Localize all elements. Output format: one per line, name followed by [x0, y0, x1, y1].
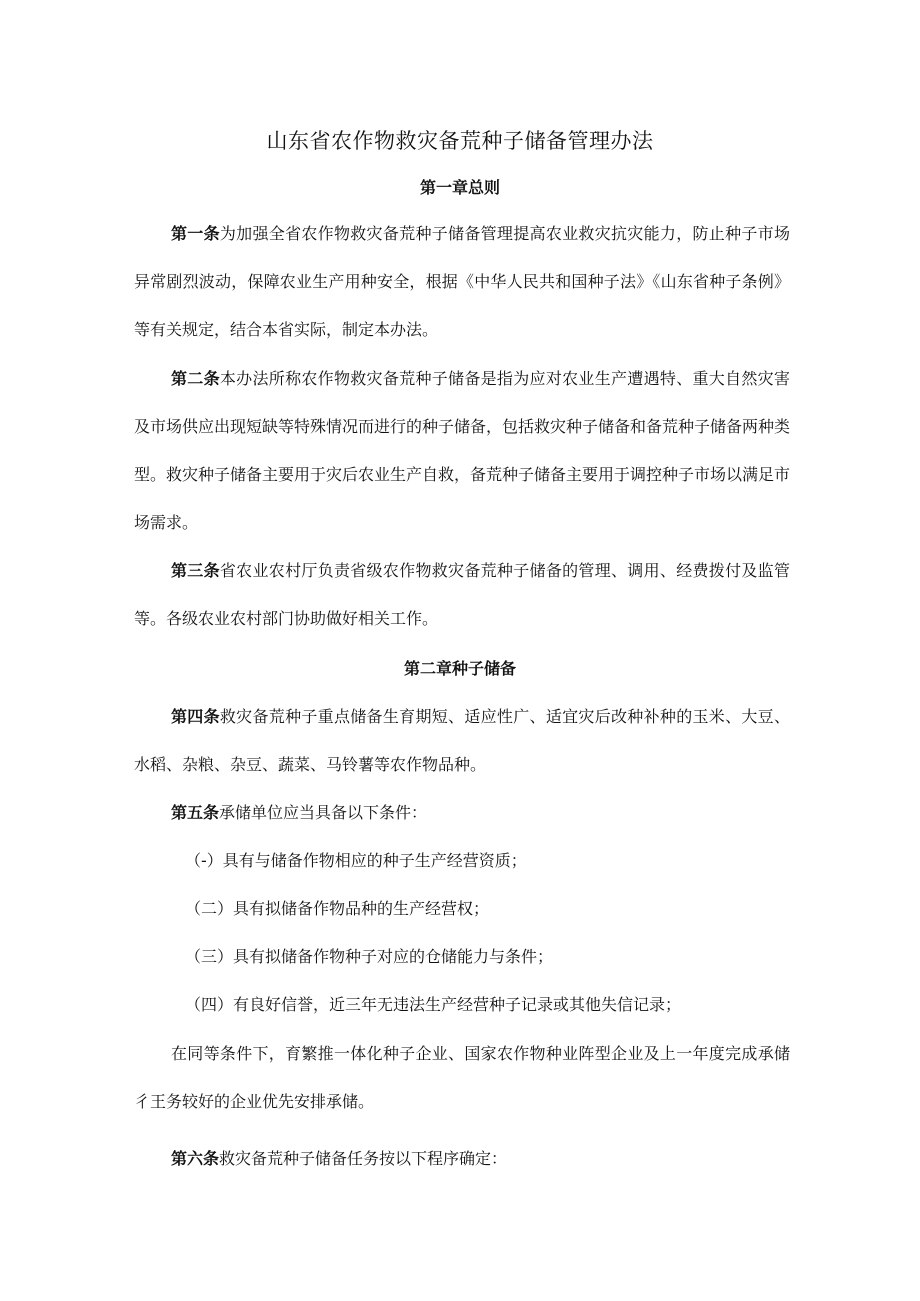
article-2 — [134, 355, 790, 547]
article-5-item-3: （三）具有拟储备作物种子对应的仓储能力与条件； — [185, 947, 554, 966]
document-title: 山东省农作物救灾备荒种子储备管理办法 — [266, 129, 654, 153]
article-5-item-4: （四）有良好信誉，近三年无违法生产经营种子记录或其他失信记录； — [185, 995, 682, 1014]
article-6-label: 第六条 — [171, 1149, 220, 1168]
article-5-item-1: （-）具有与储备作物相应的种子生产经营资质； — [185, 851, 527, 870]
article-2-text: 本办法所称农作物救灾备荒种子储备是指为应对农业生产遭遇特、重大自然灾害及市场供应出现短缺等特殊情况而进行的种子储备，包括救灾种子储备和备荒种子储备两种类型。救灾种子储备主要用于灾后农业生产自救，备荒种子储备主要用于调控种子市场以满足市场需求。 — [134, 369, 791, 532]
article-4-label: 第四条 — [171, 707, 220, 726]
article-6-text: 救灾备荒种子储备任务按以下程序确定： — [219, 1149, 508, 1168]
article-2-label: 第二条 — [171, 369, 220, 388]
chapter-2-heading: 第二章种子储备 — [403, 659, 516, 678]
article-5-note: 在同等条件下，育繁推一体化种子企业、国家农作物种业阵型企业及上一年度完成承储彳王务较好的企业优先安排承储。 — [134, 1044, 790, 1111]
article-3-text: 省农业农村厅负责省级农作物救灾备荒种子储备的管理、调用、经费拨付及监管等。各级农业农村部门协助做好相关工作。 — [134, 561, 790, 628]
article-3-label: 第三条 — [171, 561, 220, 580]
article-5-text: 承储单位应当具备以下条件： — [219, 803, 428, 822]
article-5-label: 第五条 — [171, 803, 220, 822]
article-1 — [134, 210, 790, 354]
article-6 — [134, 1135, 790, 1183]
article-4 — [134, 693, 790, 789]
article-1-label: 第一条 — [171, 224, 220, 243]
article-5-item-2: （二）具有拟储备作物品种的生产经营权； — [185, 899, 490, 918]
article-5 — [134, 789, 790, 837]
article-3 — [134, 547, 790, 643]
article-1-text: 为加强全省农作物救灾备荒种子储备管理提高农业救灾抗灾能力，防止种子市场异常剧烈波动，保障农业生产用种安全，根据《中华人民共和国种子法》《山东省种子条例》等有关规定，结合本省实际，制定本办法。 — [134, 224, 790, 339]
chapter-1-heading: 第一章总则 — [419, 178, 500, 197]
article-4-text: 救灾备荒种子重点储备生育期短、适应性广、适宜灾后改种补种的玉米、大豆、水稻、杂粮、杂豆、蔬菜、马铃薯等农作物品种。 — [134, 707, 790, 774]
